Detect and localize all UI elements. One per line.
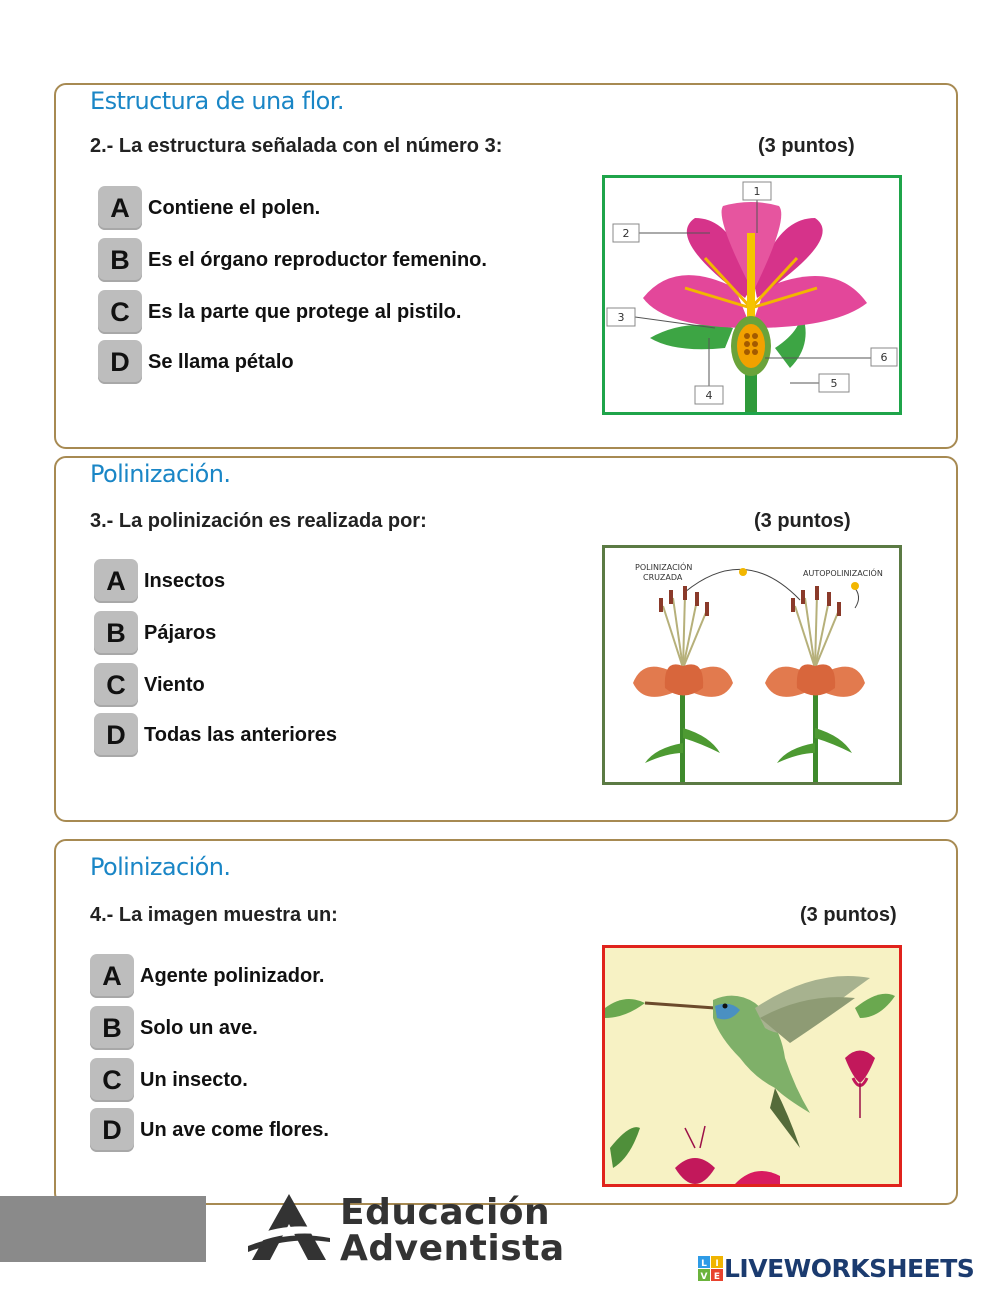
option-c[interactable] <box>98 289 461 335</box>
option-text: Un ave come flores. <box>140 1118 329 1141</box>
diagram-label-2: 2 <box>622 227 630 240</box>
brand-line-1: Educación <box>340 1192 551 1233</box>
option-text: Es el órgano reproductor femenino. <box>148 248 487 271</box>
option-letter-badge[interactable]: C <box>98 290 142 334</box>
option-letter-badge[interactable]: B <box>90 1006 134 1050</box>
liveworksheets-logo[interactable] <box>698 1254 974 1283</box>
diagram-label-3: 3 <box>617 311 625 324</box>
option-d[interactable] <box>98 339 294 385</box>
option-text: Agente polinizador. <box>140 964 325 987</box>
svg-text:V: V <box>700 1271 708 1282</box>
svg-text:L: L <box>701 1258 707 1269</box>
label-self-pollination: AUTOPOLINIZACIÓN <box>803 569 883 578</box>
section-title: Polinización. <box>90 853 231 881</box>
option-c[interactable] <box>94 662 205 708</box>
diagram-label-6: 6 <box>880 351 888 364</box>
footer-gray-block <box>0 1196 206 1262</box>
option-text: Es la parte que protege al pistilo. <box>148 300 462 323</box>
diagram-label-1: 1 <box>753 185 761 198</box>
option-a[interactable] <box>98 185 320 231</box>
option-letter-badge[interactable]: D <box>90 1108 134 1152</box>
liveworksheets-text: LIVEWORKSHEETS <box>724 1254 975 1283</box>
section-title: Estructura de una flor. <box>90 87 344 115</box>
question-card-3 <box>54 456 958 822</box>
option-letter-badge[interactable]: C <box>94 663 138 707</box>
flower-structure-image <box>602 175 902 415</box>
option-d[interactable] <box>94 712 337 758</box>
points-label: (3 puntos) <box>754 510 851 532</box>
points-label: (3 puntos) <box>800 904 897 926</box>
hummingbird-image <box>602 945 902 1187</box>
option-a[interactable] <box>94 558 225 604</box>
question-text: 2.- La estructura señalada con el número 3: <box>90 135 503 157</box>
section-title: Polinización. <box>90 460 231 488</box>
option-letter-badge[interactable]: A <box>90 954 134 998</box>
option-letter-badge[interactable]: C <box>90 1058 134 1102</box>
question-text: 3.- La polinización es realizada por: <box>90 510 427 532</box>
label-cross-pollination-2: CRUZADA <box>643 573 683 582</box>
option-c[interactable] <box>90 1057 248 1103</box>
liveworksheets-badge-icon <box>698 1256 724 1282</box>
question-card-2 <box>54 83 958 449</box>
option-text: Todas las anteriores <box>144 723 338 746</box>
question-card-4 <box>54 839 958 1205</box>
option-letter-badge[interactable]: A <box>98 186 142 230</box>
option-letter-badge[interactable]: B <box>98 238 142 282</box>
question-text: 4.- La imagen muestra un: <box>90 904 338 926</box>
diagram-label-5: 5 <box>830 377 838 390</box>
option-text: Se llama pétalo <box>148 350 294 373</box>
brand-line-2: Adventista <box>340 1228 565 1269</box>
svg-text:I: I <box>715 1258 719 1269</box>
option-b[interactable] <box>94 610 216 656</box>
option-d[interactable] <box>90 1107 329 1153</box>
diagram-label-4: 4 <box>705 389 713 402</box>
option-text: Contiene el polen. <box>148 196 321 219</box>
educacion-adventista-logo-icon <box>244 1190 334 1262</box>
option-letter-badge[interactable]: D <box>94 713 138 757</box>
option-text: Solo un ave. <box>140 1016 258 1039</box>
option-letter-badge[interactable]: B <box>94 611 138 655</box>
svg-text:E: E <box>713 1271 721 1282</box>
option-text: Un insecto. <box>140 1068 248 1091</box>
label-cross-pollination: POLINIZACIÓN <box>635 563 693 572</box>
option-b[interactable] <box>98 237 487 283</box>
option-a[interactable] <box>90 953 324 999</box>
option-letter-badge[interactable]: A <box>94 559 138 603</box>
option-b[interactable] <box>90 1005 258 1051</box>
option-letter-badge[interactable]: D <box>98 340 142 384</box>
option-text: Viento <box>144 673 205 696</box>
points-label: (3 puntos) <box>758 135 855 157</box>
pollination-image <box>602 545 902 785</box>
option-text: Pájaros <box>144 621 217 644</box>
option-text: Insectos <box>144 569 226 592</box>
